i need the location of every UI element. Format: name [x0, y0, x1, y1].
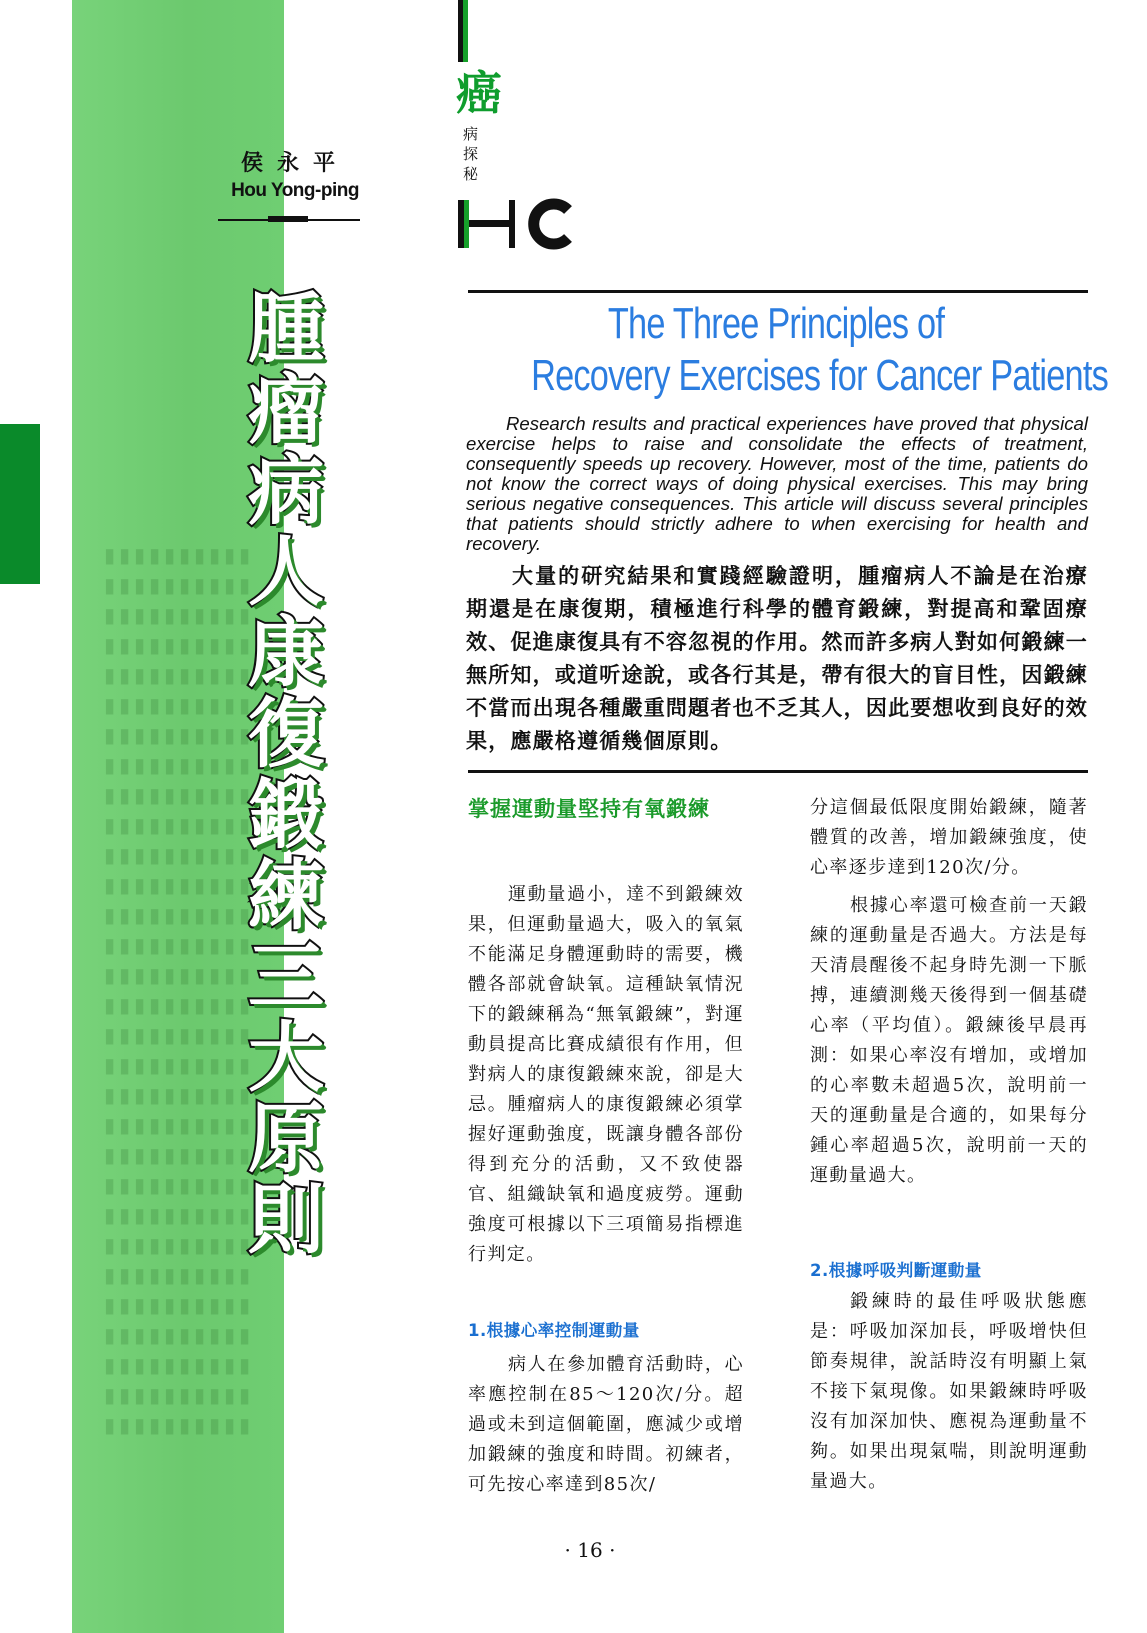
- title-char: 鍛: [248, 770, 324, 859]
- page-number: · 16 ·: [564, 1538, 616, 1562]
- title-char: 復: [248, 689, 324, 778]
- title-char: 三: [248, 932, 324, 1021]
- author-name-english: Hou Yong-ping: [231, 180, 359, 201]
- background-faded-text: ▮▮▮▮▮▮▮▮▮▮ ▮▮▮▮▮▮▮▮▮▮ ▮▮▮▮▮▮▮▮▮▮ ▮▮▮▮▮▮▮▮▮▮ ▮▮▮▮▮▮▮▮▮▮ ▮▮▮▮▮▮▮▮▮▮ ▮▮▮▮▮▮▮▮▮▮ ▮▮▮▮▮▮▮▮▮▮ ▮▮▮▮▮▮▮▮▮▮ ▮▮▮▮▮▮▮▮▮▮ ▮▮▮▮▮▮▮▮▮▮ ▮▮▮▮▮▮▮▮▮▮ ▮▮▮▮▮▮▮▮▮▮ ▮▮▮▮▮▮▮▮▮▮ ▮▮▮▮▮▮▮▮▮▮ ▮▮▮▮▮▮▮▮▮▮ ▮▮▮▮▮▮▮▮▮▮ ▮▮▮▮▮▮▮▮▮▮ ▮▮▮▮▮▮▮▮▮▮ ▮▮▮▮▮▮▮▮▮▮ ▮▮▮▮▮▮▮▮▮▮ ▮▮▮▮▮▮▮▮▮▮ ▮▮▮▮▮▮▮▮▮▮ ▮▮▮▮▮▮▮▮▮▮ ▮▮▮▮▮▮▮▮▮▮ ▮▮▮▮▮▮▮▮▮▮ ▮▮▮▮▮▮▮▮▮▮ ▮▮▮▮▮▮▮▮▮▮ ▮▮▮▮▮▮▮▮▮▮ ▮▮▮▮▮▮▮▮▮▮: [104, 543, 255, 1437]
- header-vertical-bar-green: [463, 0, 468, 62]
- paragraph: 分這個最低限度開始鍛練，隨著體質的改善，增加鍛練強度，使心率逐步達到120次/分。: [810, 797, 1088, 878]
- author-underline-accent: [268, 216, 308, 222]
- column-left-body: [468, 880, 744, 1270]
- paragraph: 運動量過小，達不到鍛練效果，但運動量過大，吸入的氧氣不能滿足身體運動時的需要，機體各部就會缺氧。這種缺氧情況下的鍛練稱為“無氧鍛練”，對運動員提高比賽成績很有作用，但對病人的康復鍛練來說，卻是大忌。腫瘤病人的康復鍛練必須掌握好運動強度，既讓身體各部份得到充分的活動，又不致使器官、組織缺氧和過度疲勞。運動強度可根據以下三項簡易指標進行判定。: [468, 884, 744, 1265]
- column-right-body: [810, 793, 1088, 1191]
- title-char: 練: [248, 851, 324, 940]
- header-rule-bottom: [468, 770, 1088, 773]
- green-edge-tab: [0, 424, 40, 584]
- hc-logo-icon: [458, 198, 588, 258]
- subheading-breathing: 2.根據呼吸判斷運動量: [810, 1261, 982, 1280]
- title-char: 則: [248, 1175, 324, 1264]
- title-english-line1: The Three Principles of: [607, 299, 945, 348]
- paragraph: 根據心率還可檢查前一天鍛練的運動量是否過大。方法是每天清晨醒後不起身時先測一下脈搏，連續測幾天後得到一個基礎心率（平均值）。鍛練後早晨再測：如果心率沒有增加，或增加的心率數未超過5次，說明前一天的運動量是合適的，如果每分鍾心率超過5次，說明前一天的運動量過大。: [810, 895, 1088, 1186]
- abstract-chinese: 大量的研究結果和實踐經驗證明，腫瘤病人不論是在治療期還是在康復期，積極進行科學的體育鍛練，對提高和鞏固療效、促進康復具有不容忽視的作用。然而許多病人對如何鍛練一無所知，或道听途說，或各行其是，帶有很大的盲目性，因鍛練不當而出現各種嚴重問題者也不乏其人，因此要想收到良好的效果，應嚴格遵循幾個原則。: [466, 564, 1088, 753]
- title-char: 原: [248, 1094, 324, 1183]
- title-english: [462, 298, 1108, 402]
- title-char: 人: [248, 527, 324, 616]
- title-english-line2: Recovery Exercises for Cancer Patients: [531, 351, 1108, 400]
- category-label-small: 病 探 秘: [463, 125, 479, 183]
- abstract-english: Research results and practical experiences have proved that physical exercise helps to raise and consolidate the effects of treatment, consequently speeds up recovery. However, most of the time, patients do not know the correct ways of doing physical exercises. This may bring serious negative consequences. This article will discuss several principles that patients should strictly adhere to when exercising for health and recovery.: [466, 413, 1088, 554]
- title-char: 腫: [248, 284, 324, 373]
- column-right-body-2: [810, 1255, 1088, 1497]
- title-char: 瘤: [248, 365, 324, 454]
- paragraph: 病人在參加體育活動時，心率應控制在85～120次/分。超過或未到這個範圍，應減少或增加鍛練的強度和時間。初練者，可先按心率達到85次/: [468, 1354, 744, 1495]
- title-char: 病: [248, 446, 324, 535]
- subheading-1-wrapper: [468, 1316, 748, 1346]
- header-rule-top: [468, 290, 1088, 293]
- column-left-body-2: [468, 1350, 744, 1500]
- category-label-big: 癌: [456, 66, 502, 120]
- title-char: 大: [248, 1013, 324, 1102]
- title-char: 康: [248, 608, 324, 697]
- subheading-heart-rate: 1.根據心率控制運動量: [468, 1321, 640, 1340]
- title-chinese-vertical: [236, 284, 336, 1264]
- paragraph: 鍛練時的最佳呼吸狀態應是：呼吸加深加長，呼吸增快但節奏規律，說話時沒有明顯上氣不接下氣現像。如果鍛練時呼吸沒有加深加快、應視為運動量不夠。如果出現氣喘，則說明運動量過大。: [810, 1291, 1088, 1492]
- section-heading: 掌握運動量堅持有氧鍛練: [468, 797, 710, 821]
- author-name-chinese: 侯永平: [240, 151, 349, 176]
